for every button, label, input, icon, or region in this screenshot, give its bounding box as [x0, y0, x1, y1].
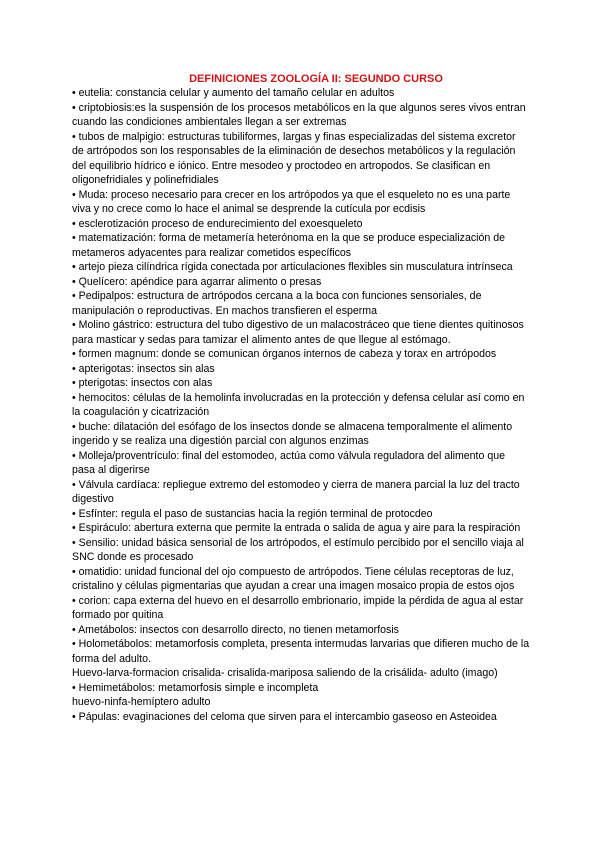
definition-item: huevo-ninfa-hemíptero adulto	[72, 696, 211, 708]
definition-item: • apterigotas: insectos sin alas	[72, 362, 215, 375]
definition-item: • Quelícero: apéndice para agarrar alimento o presas	[72, 275, 322, 288]
definition-item: • Sensilio: unidad básica sensorial de los artrópodos, el estímulo percibido por el sencillo viaja al SNC donde es procesado	[72, 536, 524, 563]
definition-item: • buche: dilatación del esófago de los insectos donde se almacena temporalmente el alimento ingerido y se realiza una digestión parcial con algunos enzimas	[72, 420, 513, 447]
definition-item: • Hemimetábolos: metamorfosis simple e incompleta	[72, 681, 319, 694]
definition-item: • tubos de malpigio: estructuras tubiliformes, largas y finas especializadas del sistema excretor de artrópodos son los responsables de la eliminación de desechos metabólicos y la regulación del equilibrio hídrico e iónico. Entre mesodeo y proctodeo en artropodos. Se clasifican en oligonefridiales y polinefridiales	[72, 130, 516, 186]
definition-item: • eutelia: constancia celular y aumento del tamaño celular en adultos	[72, 87, 395, 99]
definition-item: • artejo pieza cilíndrica rígida conectada por articulaciones flexibles sin musculatura intrínseca	[72, 261, 513, 273]
definition-item: • Espiráculo: abertura externa que permite la entrada o salida de agua y aire para la respiración	[72, 522, 521, 534]
definition-item: • Pedipalpos: estructura de artrópodos cercana a la boca con funciones sensoriales, de manipulación o reproductivas. En machos transfieren el esperma	[72, 290, 482, 317]
definition-item: • Molleja/proventrículo: final del estomodeo, actúa como válvula reguladora del alimento que pasa al digerirse	[72, 449, 506, 476]
definition-item: • corion: capa externa del huevo en el desarrollo embrionario, impide la pérdida de agua al estar formado por quitina	[72, 594, 524, 621]
definition-item: • matematización: forma de metamería heterónoma en la que se produce especialización de metameros adyacentes para realizar cometidos específicos	[72, 232, 505, 259]
definition-item: • Ametábolos: insectos con desarrollo directo, no tienen metamorfosis	[72, 623, 399, 636]
definition-item: • Molino gástrico: estructura del tubo digestivo de un malacostráceo que tiene dientes quitinosos para masticar y sedas para tamizar el alimento antes de que llegue al estómago.	[72, 319, 524, 346]
definition-item: • omatidio: unidad funcional del ojo compuesto de artrópodos. Tiene células receptoras de luz, cristalino y células pigmentarias que ayudan a crear una imagen mosaico propia de estos ojos	[72, 565, 515, 592]
definition-item: • pterigotas: insectos con alas	[72, 377, 213, 389]
definition-item: • Pápulas: evaginaciones del celoma que sirven para el intercambio gaseoso en Asteoidea	[72, 710, 497, 723]
definition-item: • criptobiosis:es la suspensión de los procesos metabólicos en la que algunos seres vivos entran cuando las condiciones ambientales llegan a ser extremas	[72, 101, 526, 128]
document-title: DEFINICIONES ZOOLOGÍA II: SEGUNDO CURSO	[189, 73, 443, 85]
definitions-list	[72, 86, 530, 724]
definition-item: • formen magnum: donde se comunican órganos internos de cabeza y torax en artrópodos	[72, 348, 497, 360]
definition-item: • esclerotización proceso de endurecimiento del exoesqueleto	[72, 217, 363, 230]
definition-item: Huevo-larva-formacion crisalida- crisalida-mariposa saliendo de la crisálida- adulto (imago)	[72, 667, 498, 679]
definition-item: • Muda: proceso necesario para crecer en los artrópodos ya que el esqueleto no es una parte viva y no crece como lo hace el animal se desprende la cutícula por ecdisis	[72, 188, 511, 215]
definition-item: • hemocitos: células de la hemolinfa involucradas en la protección y defensa celular así como en la coagulación y cicatrización	[72, 391, 525, 418]
definition-item: • Válvula cardíaca: repliegue extremo del estomodeo y cierra de manera parcial la luz del tracto digestivo	[72, 478, 520, 505]
definition-item: • Holometábolos: metamorfosis completa, presenta intermudas larvarias que difieren mucho de la forma del adulto.	[72, 638, 530, 665]
definition-item: • Esfínter: regula el paso de sustancias hacia la región terminal de protocdeo	[72, 507, 433, 520]
